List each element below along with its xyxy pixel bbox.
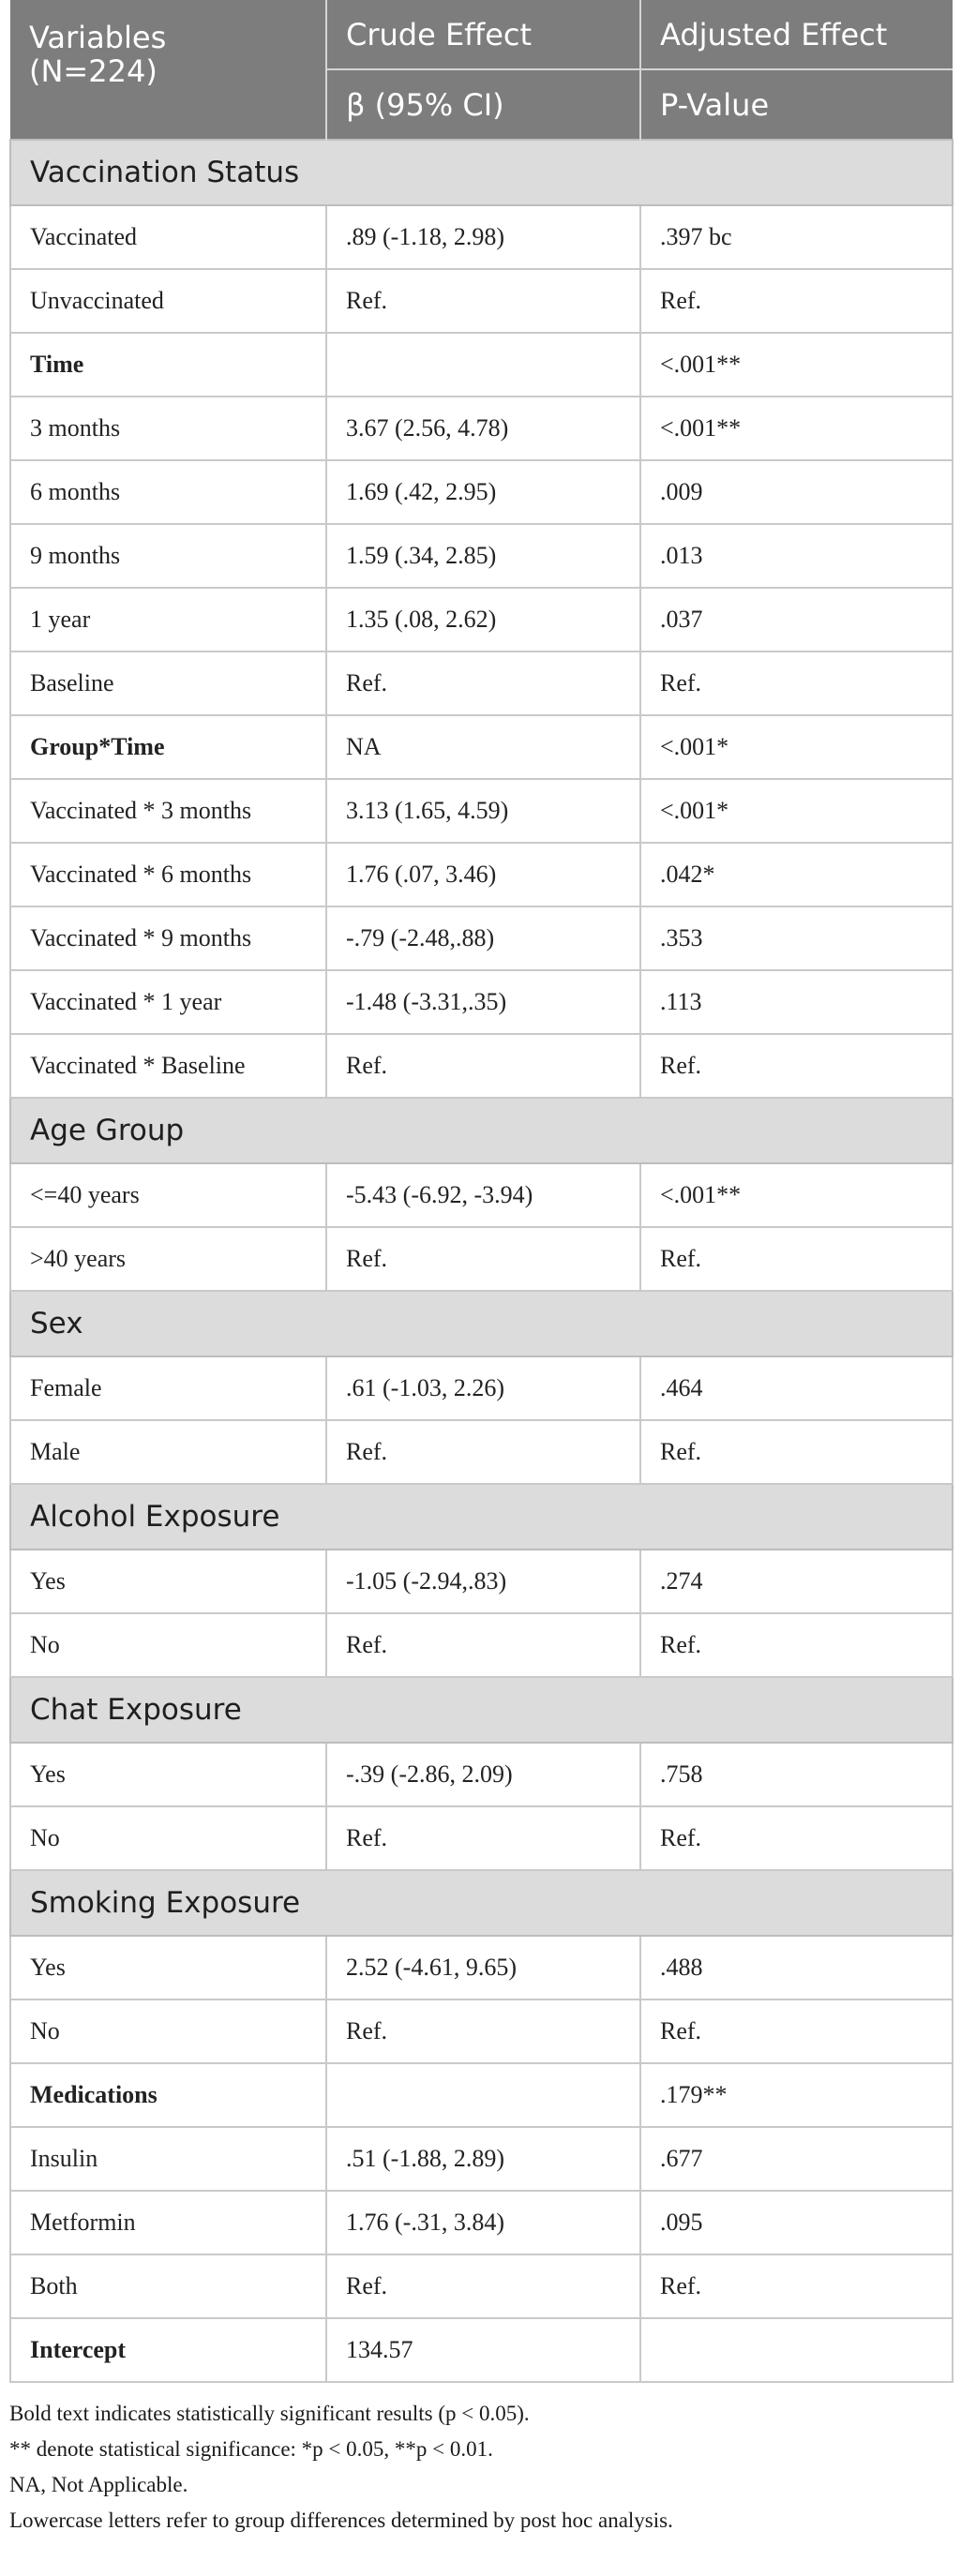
- beta-ci-cell: -.79 (-2.48,.88): [326, 906, 640, 970]
- beta-ci-cell: -1.05 (-2.94,.83): [326, 1550, 640, 1613]
- table-row: [10, 651, 953, 715]
- variable-cell: No: [10, 1806, 326, 1870]
- p-value-cell: .677: [640, 2127, 953, 2191]
- header-variables-line1: Variables: [29, 20, 167, 55]
- beta-ci-cell: 1.76 (.07, 3.46): [326, 843, 640, 906]
- beta-ci-cell: Ref.: [326, 1613, 640, 1677]
- p-value-cell: .113: [640, 970, 953, 1034]
- table-body: [10, 140, 953, 2382]
- footnote-line: ** denote statistical significance: *p < 0.05, **p < 0.01.: [9, 2437, 493, 2461]
- variable-cell: Vaccinated * 9 months: [10, 906, 326, 970]
- beta-ci-cell: NA: [326, 715, 640, 779]
- p-value-cell: .397 bc: [640, 205, 953, 269]
- beta-ci-cell: -.39 (-2.86, 2.09): [326, 1743, 640, 1806]
- p-value-cell: <.001*: [640, 779, 953, 843]
- p-value-cell: Ref.: [640, 1420, 953, 1484]
- variable-cell: Vaccinated: [10, 205, 326, 269]
- beta-ci-cell: Ref.: [326, 1034, 640, 1098]
- variable-cell: Both: [10, 2254, 326, 2318]
- variable-cell: Baseline: [10, 651, 326, 715]
- p-value-cell: .179**: [640, 2063, 953, 2127]
- beta-ci-cell: [326, 2063, 640, 2127]
- beta-ci-cell: [326, 333, 640, 397]
- header-beta-ci: β (95% CI): [326, 69, 640, 140]
- p-value-cell: .013: [640, 524, 953, 588]
- section-row: [10, 140, 953, 205]
- section-row: [10, 1291, 953, 1356]
- beta-ci-cell: .61 (-1.03, 2.26): [326, 1356, 640, 1420]
- variable-cell: Yes: [10, 1936, 326, 1999]
- table-row: [10, 2127, 953, 2191]
- beta-ci-cell: Ref.: [326, 1999, 640, 2063]
- beta-ci-cell: 3.67 (2.56, 4.78): [326, 397, 640, 460]
- table-row: [10, 397, 953, 460]
- variable-cell: Female: [10, 1356, 326, 1420]
- p-value-cell: .042*: [640, 843, 953, 906]
- table-footnotes: [9, 2396, 952, 2539]
- variable-cell: Insulin: [10, 2127, 326, 2191]
- beta-ci-cell: 1.76 (-.31, 3.84): [326, 2191, 640, 2254]
- header-crude-effect: Crude Effect: [326, 0, 640, 69]
- table-row: [10, 205, 953, 269]
- table-row: [10, 1613, 953, 1677]
- p-value-cell: Ref.: [640, 1613, 953, 1677]
- p-value-cell: <.001**: [640, 397, 953, 460]
- variable-cell: No: [10, 1613, 326, 1677]
- variable-cell: Vaccinated * 3 months: [10, 779, 326, 843]
- section-title: Chat Exposure: [10, 1677, 953, 1743]
- p-value-cell: Ref.: [640, 2254, 953, 2318]
- variable-cell: Yes: [10, 1743, 326, 1806]
- p-value-cell: .488: [640, 1936, 953, 1999]
- table-row: [10, 1806, 953, 1870]
- variable-cell: 9 months: [10, 524, 326, 588]
- variable-cell: 1 year: [10, 588, 326, 651]
- p-value-cell: Ref.: [640, 1034, 953, 1098]
- variable-cell: Medications: [10, 2063, 326, 2127]
- section-title: Sex: [10, 1291, 953, 1356]
- variable-cell: Yes: [10, 1550, 326, 1613]
- variable-cell: >40 years: [10, 1227, 326, 1291]
- table-row: [10, 715, 953, 779]
- p-value-cell: [640, 2318, 953, 2382]
- variable-cell: Vaccinated * 6 months: [10, 843, 326, 906]
- section-title: Alcohol Exposure: [10, 1484, 953, 1550]
- table-row: [10, 1999, 953, 2063]
- table-row: [10, 1356, 953, 1420]
- beta-ci-cell: 1.69 (.42, 2.95): [326, 460, 640, 524]
- table-row: [10, 269, 953, 333]
- header-p-value: P-Value: [640, 69, 953, 140]
- beta-ci-cell: -1.48 (-3.31,.35): [326, 970, 640, 1034]
- table-row: [10, 460, 953, 524]
- table-row: [10, 970, 953, 1034]
- beta-ci-cell: 3.13 (1.65, 4.59): [326, 779, 640, 843]
- variable-cell: Time: [10, 333, 326, 397]
- regression-table: [9, 0, 953, 2383]
- header-variables-line2: (N=224): [29, 53, 158, 89]
- beta-ci-cell: 2.52 (-4.61, 9.65): [326, 1936, 640, 1999]
- table-row: [10, 588, 953, 651]
- footnote-line: Bold text indicates statistically significant results (p < 0.05).: [9, 2402, 530, 2425]
- p-value-cell: .095: [640, 2191, 953, 2254]
- variable-cell: <=40 years: [10, 1163, 326, 1227]
- beta-ci-cell: Ref.: [326, 2254, 640, 2318]
- p-value-cell: .274: [640, 1550, 953, 1613]
- beta-ci-cell: .89 (-1.18, 2.98): [326, 205, 640, 269]
- variable-cell: Male: [10, 1420, 326, 1484]
- table-row: [10, 843, 953, 906]
- beta-ci-cell: Ref.: [326, 1227, 640, 1291]
- beta-ci-cell: Ref.: [326, 1806, 640, 1870]
- variable-cell: Intercept: [10, 2318, 326, 2382]
- section-title: Age Group: [10, 1098, 953, 1163]
- table-row: [10, 1163, 953, 1227]
- variable-cell: 6 months: [10, 460, 326, 524]
- table-row: [10, 779, 953, 843]
- beta-ci-cell: Ref.: [326, 1420, 640, 1484]
- p-value-cell: .009: [640, 460, 953, 524]
- section-title: Vaccination Status: [10, 140, 953, 205]
- table-row: [10, 1743, 953, 1806]
- table-row: [10, 1227, 953, 1291]
- table-row: [10, 2063, 953, 2127]
- p-value-cell: .464: [640, 1356, 953, 1420]
- table-row: [10, 1034, 953, 1098]
- section-row: [10, 1484, 953, 1550]
- variable-cell: Group*Time: [10, 715, 326, 779]
- table-row: [10, 524, 953, 588]
- table-row: [10, 333, 953, 397]
- table-row: [10, 2318, 953, 2382]
- beta-ci-cell: Ref.: [326, 269, 640, 333]
- section-row: [10, 1677, 953, 1743]
- p-value-cell: .758: [640, 1743, 953, 1806]
- table-header: [10, 0, 953, 140]
- table-row: [10, 2254, 953, 2318]
- p-value-cell: <.001*: [640, 715, 953, 779]
- header-variables: [10, 0, 326, 140]
- p-value-cell: Ref.: [640, 269, 953, 333]
- footnote-line: NA, Not Applicable.: [9, 2473, 188, 2496]
- section-title: Smoking Exposure: [10, 1870, 953, 1936]
- table-row: [10, 1550, 953, 1613]
- table-row: [10, 906, 953, 970]
- p-value-cell: .037: [640, 588, 953, 651]
- p-value-cell: Ref.: [640, 1227, 953, 1291]
- table-row: [10, 1936, 953, 1999]
- footnote-line: Lowercase letters refer to group differences determined by post hoc analysis.: [9, 2509, 673, 2532]
- variable-cell: Vaccinated * Baseline: [10, 1034, 326, 1098]
- variable-cell: No: [10, 1999, 326, 2063]
- section-row: [10, 1098, 953, 1163]
- p-value-cell: <.001**: [640, 333, 953, 397]
- beta-ci-cell: Ref.: [326, 651, 640, 715]
- variable-cell: Unvaccinated: [10, 269, 326, 333]
- p-value-cell: Ref.: [640, 651, 953, 715]
- header-adjusted-effect: Adjusted Effect: [640, 0, 953, 69]
- table-row: [10, 1420, 953, 1484]
- variable-cell: 3 months: [10, 397, 326, 460]
- section-row: [10, 1870, 953, 1936]
- p-value-cell: .353: [640, 906, 953, 970]
- beta-ci-cell: 1.59 (.34, 2.85): [326, 524, 640, 588]
- regression-table-container: [9, 0, 952, 2539]
- variable-cell: Vaccinated * 1 year: [10, 970, 326, 1034]
- beta-ci-cell: 134.57: [326, 2318, 640, 2382]
- beta-ci-cell: .51 (-1.88, 2.89): [326, 2127, 640, 2191]
- variable-cell: Metformin: [10, 2191, 326, 2254]
- p-value-cell: <.001**: [640, 1163, 953, 1227]
- p-value-cell: Ref.: [640, 1806, 953, 1870]
- table-row: [10, 2191, 953, 2254]
- beta-ci-cell: 1.35 (.08, 2.62): [326, 588, 640, 651]
- p-value-cell: Ref.: [640, 1999, 953, 2063]
- beta-ci-cell: -5.43 (-6.92, -3.94): [326, 1163, 640, 1227]
